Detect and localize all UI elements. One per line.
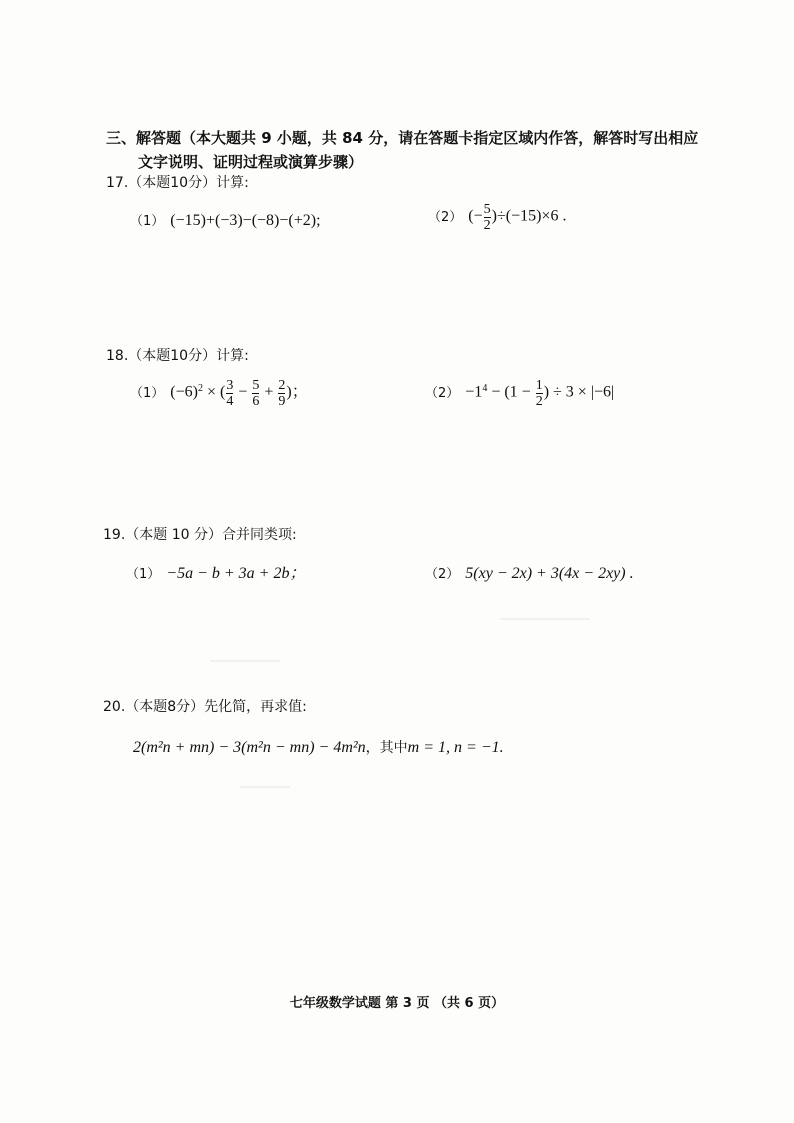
numerator: 2: [278, 378, 286, 393]
q20-expression: 2(m²n + mn) − 3(m²n − mn) − 4m²n: [133, 739, 366, 756]
part-label: （1）: [126, 567, 161, 582]
denominator: 2: [535, 394, 543, 409]
fraction: [252, 378, 259, 409]
exponent: 2: [197, 383, 203, 395]
question-17-header: 17.（本题10分）计算:: [106, 175, 249, 191]
question-19-part-1: [126, 560, 305, 583]
part-label: （2）: [425, 567, 460, 582]
part-label: （2）: [428, 209, 463, 225]
question-19-part-2: [425, 563, 634, 583]
part-label: （1）: [130, 385, 165, 401]
operator: −: [234, 383, 252, 401]
exponent: 4: [482, 383, 488, 395]
question-18-part-2: [425, 378, 614, 409]
denominator: 6: [252, 394, 260, 409]
q18-p1-suffix: )；: [286, 383, 308, 401]
q17-p2-suffix: )÷(−15)×6 .: [491, 207, 567, 225]
q17-p2-prefix: (−: [468, 207, 483, 225]
q17-p1-expression: (−15)+(−3)−(−8)−(+2);: [170, 212, 321, 229]
q19-p2-expression: 5(xy − 2x) + 3(4x − 2xy) .: [465, 565, 634, 582]
fraction: [226, 378, 233, 409]
question-20-expression-line: [133, 737, 504, 757]
question-17-part-2: [428, 202, 566, 233]
q20-condition-values: m = 1, n = −1.: [407, 739, 504, 756]
section-heading-line2: 文字说明、证明过程或演算步骤）: [138, 153, 364, 171]
fraction: [536, 378, 543, 409]
numerator: 3: [226, 378, 234, 393]
q18-p2-suffix: ) ÷ 3 × |−6|: [543, 383, 615, 401]
numerator: 5: [252, 378, 260, 393]
q20-condition-text: ，其中: [365, 740, 408, 756]
section-heading-line1: 三、解答题（本大题共 9 小题，共 84 分，请在答题卡指定区域内作答，解答时写出相应: [106, 129, 699, 147]
question-20-header: 20.（本题8分）先化简，再求值:: [103, 699, 307, 715]
scan-smudge: [210, 660, 280, 662]
question-18-header: 18.（本题10分）计算:: [106, 348, 249, 364]
q18-p2-mid: − (1 −: [487, 383, 535, 401]
question-19-header: 19.（本题 10 分）合并同类项:: [103, 527, 297, 543]
question-18-part-1: [130, 378, 308, 409]
q18-p2-base: −1: [465, 383, 483, 401]
part-label: （1）: [130, 214, 165, 229]
question-17-part-1: [130, 210, 321, 230]
numerator: 5: [483, 202, 491, 217]
scan-smudge: [240, 786, 290, 788]
scan-smudge: [500, 618, 590, 620]
page-footer: 七年级数学试题 第 3 页 （共 6 页）: [289, 996, 505, 1011]
q19-p1-expression: −5a − b + 3a + 2b；: [166, 565, 306, 582]
denominator: 2: [483, 218, 491, 233]
operator: +: [260, 383, 278, 401]
denominator: 4: [226, 394, 234, 409]
q18-p1-mid: × (: [202, 383, 226, 401]
q18-p1-base: (−6): [170, 383, 198, 401]
fraction: [278, 378, 285, 409]
part-label: （2）: [425, 385, 460, 401]
numerator: 1: [535, 378, 543, 393]
fraction: [484, 202, 491, 233]
denominator: 9: [278, 394, 286, 409]
